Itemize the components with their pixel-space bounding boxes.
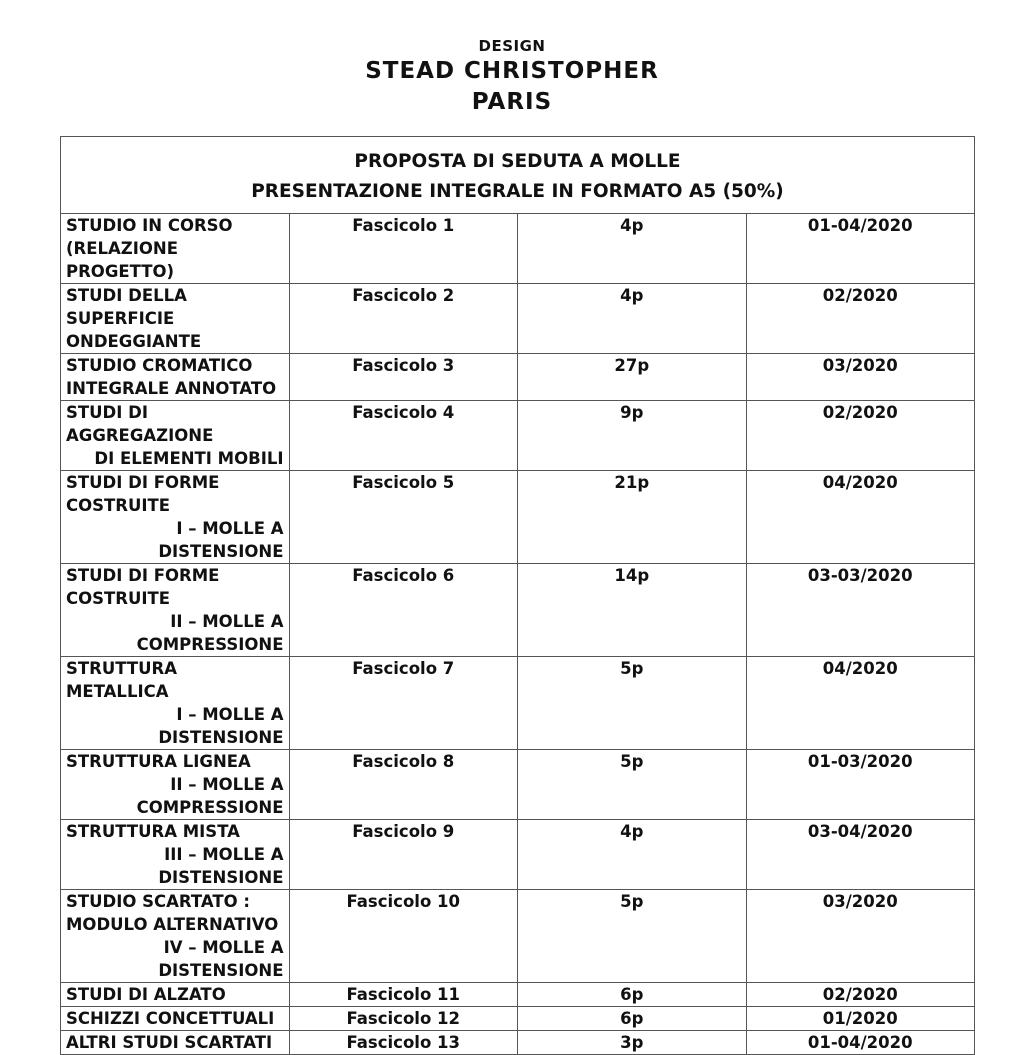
- table-row: [61, 820, 975, 890]
- date-cell: 01/2020: [746, 1007, 975, 1031]
- date-cell: 03-04/2020: [746, 820, 975, 890]
- pages-cell: 9p: [518, 401, 747, 471]
- pages-cell: 6p: [518, 1007, 747, 1031]
- fascicolo-cell: Fascicolo 11: [289, 983, 518, 1007]
- study-title: STUDI DI FORME COSTRUITE: [66, 566, 220, 608]
- table-row: [61, 1007, 975, 1031]
- date-cell: 01-04/2020: [746, 214, 975, 284]
- date-cell: 03-03/2020: [746, 564, 975, 657]
- pages-cell: 14p: [518, 564, 747, 657]
- table-row: [61, 657, 975, 750]
- study-title-cell: [61, 750, 290, 820]
- study-title-cell: [61, 401, 290, 471]
- table-row: [61, 983, 975, 1007]
- study-title-cell: [61, 284, 290, 354]
- pages-cell: 5p: [518, 657, 747, 750]
- study-subtitle: III – MOLLE A DISTENSIONE: [158, 845, 284, 887]
- table-title-cell: [61, 137, 975, 214]
- table-title: PROPOSTA DI SEDUTA A MOLLE: [354, 151, 681, 172]
- study-title: STUDI DI AGGREGAZIONE: [66, 403, 214, 445]
- header-city: PARIS: [471, 89, 553, 115]
- study-subtitle: II – MOLLE A COMPRESSIONE: [136, 612, 284, 654]
- fascicolo-cell: Fascicolo 3: [289, 354, 518, 401]
- study-title: STRUTTURA METALLICA: [66, 659, 178, 701]
- fascicolo-cell: Fascicolo 8: [289, 750, 518, 820]
- fascicolo-cell: Fascicolo 5: [289, 471, 518, 564]
- study-title-cell: [61, 214, 290, 284]
- fascicolo-cell: Fascicolo 1: [289, 214, 518, 284]
- study-subtitle: I – MOLLE A DISTENSIONE: [158, 705, 284, 747]
- study-title: SCHIZZI CONCETTUALI: [66, 1009, 275, 1028]
- table-row: [61, 354, 975, 401]
- study-title-cell: [61, 820, 290, 890]
- fascicolo-cell: Fascicolo 12: [289, 1007, 518, 1031]
- table-row: [61, 401, 975, 471]
- study-title: STUDIO SCARTATO : MODULO ALTERNATIVO: [66, 892, 279, 934]
- study-title-cell: [61, 1007, 290, 1031]
- fascicolo-cell: Fascicolo 2: [289, 284, 518, 354]
- study-title-cell: [61, 354, 290, 401]
- study-subtitle: II – MOLLE A COMPRESSIONE: [136, 775, 284, 817]
- table-row: [61, 750, 975, 820]
- table-title-row: [61, 137, 975, 214]
- study-title: STUDI DI FORME COSTRUITE: [66, 473, 220, 515]
- pages-cell: 4p: [518, 820, 747, 890]
- study-title: STUDI DI ALZATO: [66, 985, 226, 1004]
- study-title: STUDIO CROMATICO INTEGRALE ANNOTATO: [66, 356, 277, 398]
- fascicoli-table: [60, 136, 975, 1055]
- date-cell: 02/2020: [746, 284, 975, 354]
- fascicolo-cell: Fascicolo 4: [289, 401, 518, 471]
- table-row: [61, 471, 975, 564]
- pages-cell: 4p: [518, 214, 747, 284]
- study-title-cell: [61, 564, 290, 657]
- fascicolo-cell: Fascicolo 7: [289, 657, 518, 750]
- pages-cell: 6p: [518, 983, 747, 1007]
- study-title: STRUTTURA MISTA: [66, 822, 240, 841]
- study-title-cell: [61, 890, 290, 983]
- table-row: [61, 214, 975, 284]
- pages-cell: 27p: [518, 354, 747, 401]
- table-row: [61, 1031, 975, 1055]
- date-cell: 02/2020: [746, 401, 975, 471]
- study-title-cell: [61, 471, 290, 564]
- study-title-cell: [61, 983, 290, 1007]
- table-row: [61, 564, 975, 657]
- fascicolo-cell: Fascicolo 13: [289, 1031, 518, 1055]
- study-title: STUDI DELLA SUPERFICIE ONDEGGIANTE: [66, 286, 202, 351]
- header-designer-name: STEAD CHRISTOPHER: [365, 58, 659, 84]
- study-title: STRUTTURA LIGNEA: [66, 752, 251, 771]
- date-cell: 04/2020: [746, 471, 975, 564]
- fascicolo-cell: Fascicolo 9: [289, 820, 518, 890]
- table-row: [61, 890, 975, 983]
- date-cell: 01-03/2020: [746, 750, 975, 820]
- pages-cell: 3p: [518, 1031, 747, 1055]
- pages-cell: 21p: [518, 471, 747, 564]
- date-cell: 01-04/2020: [746, 1031, 975, 1055]
- header-design-label: DESIGN: [478, 37, 546, 55]
- fascicolo-cell: Fascicolo 10: [289, 890, 518, 983]
- pages-cell: 4p: [518, 284, 747, 354]
- study-subtitle: DI ELEMENTI MOBILI: [94, 449, 284, 468]
- pages-cell: 5p: [518, 890, 747, 983]
- fascicolo-cell: Fascicolo 6: [289, 564, 518, 657]
- study-title: STUDIO IN CORSO (RELAZIONE PROGETTO): [66, 216, 233, 281]
- pages-cell: 5p: [518, 750, 747, 820]
- study-subtitle: I – MOLLE A DISTENSIONE: [158, 519, 284, 561]
- date-cell: 04/2020: [746, 657, 975, 750]
- date-cell: 03/2020: [746, 890, 975, 983]
- study-title-cell: [61, 1031, 290, 1055]
- study-subtitle: IV – MOLLE A DISTENSIONE: [158, 938, 284, 980]
- table-row: [61, 284, 975, 354]
- study-title-cell: [61, 657, 290, 750]
- study-title: ALTRI STUDI SCARTATI: [66, 1033, 273, 1052]
- date-cell: 03/2020: [746, 354, 975, 401]
- date-cell: 02/2020: [746, 983, 975, 1007]
- table-subtitle: PRESENTAZIONE INTEGRALE IN FORMATO A5 (50%): [251, 181, 784, 202]
